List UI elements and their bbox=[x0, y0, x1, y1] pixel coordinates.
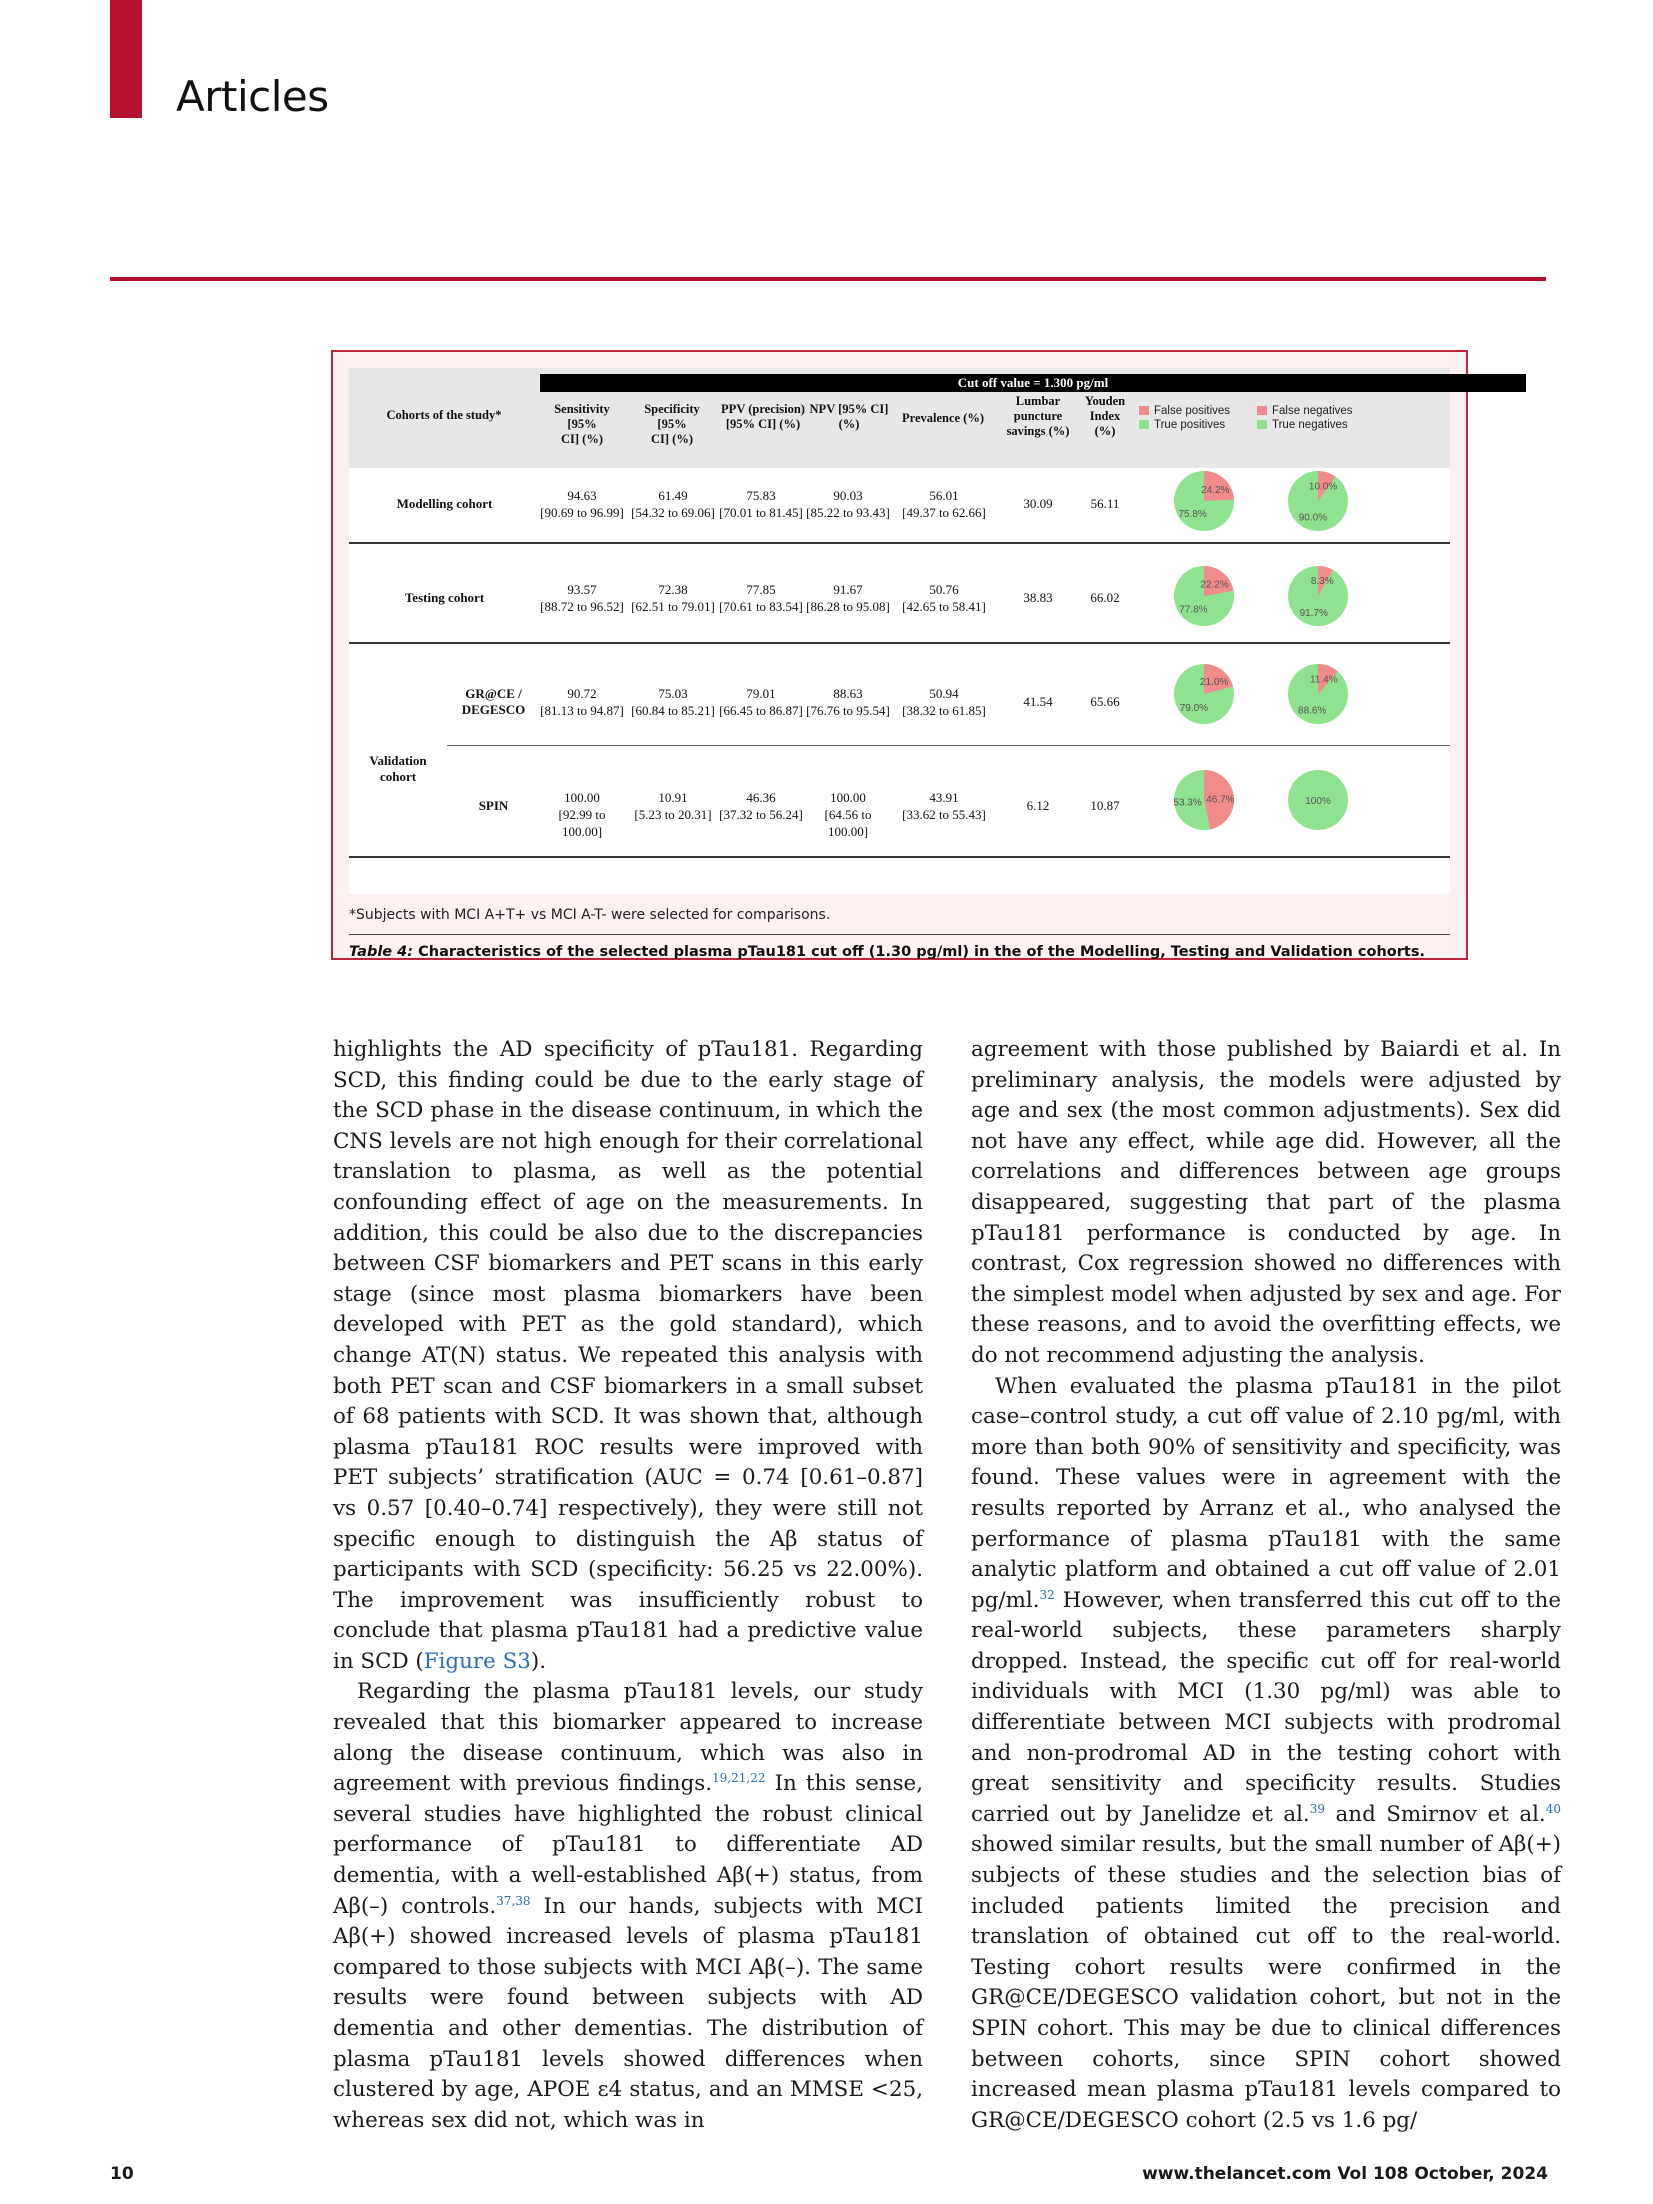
paragraph: highlights the AD specificity of pTau181. Regarding SCD, this finding could be due to the early stage of the SCD phase in the disease continuum, in which the CNS levels are not high enough for their correlational translation to plasma, as well as the potential confounding effect of age on the measurements. In addition, this could be also due to the discrepancies between CSF biomarkers and PET scans in this early stage (since most plasma biomarkers have been developed with PET as the gold standard), which change AT(N) status. We repeated this analysis with both PET scan and CSF biomarkers in a small subset of 68 patients with SCD. It was shown that, although plasma pTau181 ROC results were improved with PET subjects’ stratification (AUC = 0.74 [0.61–0.87] vs 0.57 [0.40–0.74] respectively), they were still not specific enough to distinguish the Aβ status of participants with SCD (specificity: 56.25 vs 22.00%). The improvement was insufficiently robust to conclude that plasma pTau181 had a predictive value in SCD (Figure S3). bbox=[333, 1037, 923, 1674]
legend-swatch-tp bbox=[1139, 420, 1149, 429]
cell-spec: 10.91 [5.23 to 20.31] bbox=[634, 790, 712, 822]
header-ppv: PPV (precision) [95% CI] (%) bbox=[721, 402, 805, 431]
cell-spec: 61.49 [54.32 to 69.06] bbox=[631, 488, 715, 520]
caption-prefix: Table 4: bbox=[349, 944, 414, 960]
cell-prev: 56.01 [49.37 to 62.66] bbox=[902, 488, 986, 520]
legend-swatch-fn bbox=[1257, 406, 1267, 415]
figure-s3-link[interactable]: Figure S3 bbox=[423, 1648, 531, 1674]
pie-label-green: 77.8% bbox=[1179, 604, 1208, 616]
caption-rule bbox=[349, 934, 1450, 935]
table-footnote: *Subjects with MCI A+T+ vs MCI A-T- were selected for comparisons. bbox=[349, 907, 831, 923]
cell-prev: 50.94 [38.32 to 61.85] bbox=[902, 686, 986, 718]
reference-link[interactable]: 40 bbox=[1545, 1801, 1561, 1816]
row-divider bbox=[349, 642, 1450, 644]
cell-npv: 91.67 [86.28 to 95.08] bbox=[806, 582, 890, 614]
cell-sens: 100.00 [92.99 to 100.00] bbox=[558, 790, 606, 839]
cell-ppv: 75.83 [70.01 to 81.45] bbox=[719, 488, 803, 520]
cell-npv: 90.03 [85.22 to 93.43] bbox=[806, 488, 890, 520]
pie-label-green: 90.0% bbox=[1298, 512, 1328, 524]
pie-label-pink: 21.0% bbox=[1199, 676, 1229, 688]
page-number: 10 bbox=[110, 2164, 134, 2184]
cohort-label: SPIN bbox=[478, 798, 509, 813]
header-lumbar: Lumbar puncture savings (%) bbox=[1006, 394, 1070, 438]
row-divider bbox=[349, 542, 1450, 544]
cell-lumbar: 38.83 bbox=[1023, 590, 1053, 605]
header-prevalence: Prevalence (%) bbox=[901, 411, 985, 425]
header-specificity: Specificity [95% CI] (%) bbox=[644, 402, 700, 446]
section-title: Articles bbox=[176, 72, 329, 121]
cell-youden: 56.11 bbox=[1090, 496, 1120, 511]
legend-swatch-fp bbox=[1139, 406, 1149, 415]
cell-lumbar: 30.09 bbox=[1023, 496, 1053, 511]
header-cohorts: Cohorts of the study* bbox=[386, 408, 502, 422]
header-sensitivity: Sensitivity [95% CI] (%) bbox=[554, 402, 610, 446]
cell-youden: 10.87 bbox=[1090, 798, 1120, 813]
cell-npv: 100.00 [64.56 to 100.00] bbox=[824, 790, 872, 839]
header-rule bbox=[110, 277, 1546, 281]
pie-chart-fn-tn bbox=[1286, 662, 1350, 726]
table-figure bbox=[349, 368, 1450, 894]
cohort-label: Testing cohort bbox=[404, 590, 485, 605]
pie-label-green: 88.6% bbox=[1298, 705, 1327, 717]
cell-ppv: 46.36 [37.32 to 56.24] bbox=[719, 790, 803, 822]
row-divider bbox=[349, 856, 1450, 858]
reference-link[interactable]: 39 bbox=[1309, 1801, 1326, 1816]
cohort-label: Modelling cohort bbox=[396, 496, 493, 511]
cell-prev: 43.91 [33.62 to 55.43] bbox=[902, 790, 986, 822]
cell-prev: 50.76 [42.65 to 58.41] bbox=[902, 582, 986, 614]
pie-chart-fn-tn bbox=[1286, 564, 1350, 628]
cell-sens: 90.72 [81.13 to 94.87] bbox=[540, 686, 624, 718]
header-youden: Youden Index (%) bbox=[1084, 394, 1126, 438]
reference-link[interactable]: 32 bbox=[1039, 1587, 1055, 1602]
pie-label-green: 100% bbox=[1305, 796, 1331, 807]
section-color-bar bbox=[110, 0, 142, 118]
journal-footer: www.thelancet.com Vol 108 October, 2024 bbox=[1142, 2164, 1548, 2184]
pie-label-green: 53.3% bbox=[1173, 797, 1202, 809]
pie-label-pink: 8.3% bbox=[1310, 576, 1334, 588]
paragraph: agreement with those published by Baiardi et al. In preliminary analysis, the models were adjusted by age and sex (the most common adjustments). Sex did not have any effect, while age did. However, all the correlations and differences between age groups disappeared, suggesting that part of the plasma pTau181 performance is conducted by age. In contrast, Cox regression showed no differences with the simplest model when adjusted by sex and age. For these reasons, and to avoid the overfitting effects, we do not recommend adjusting the analysis. bbox=[971, 1037, 1561, 1368]
pie-chart-fp-tp bbox=[1172, 662, 1236, 726]
cell-lumbar: 41.54 bbox=[1023, 694, 1053, 709]
cell-sens: 94.63 [90.69 to 96.99] bbox=[540, 488, 624, 520]
table-caption bbox=[349, 944, 1425, 960]
pie-chart-fn-tn bbox=[1286, 768, 1350, 832]
pie-label-pink: 24.2% bbox=[1201, 485, 1230, 497]
pie-label-pink: 11.4% bbox=[1309, 674, 1338, 686]
pie-label-green: 91.7% bbox=[1299, 607, 1328, 619]
reference-link[interactable]: 19,21,22 bbox=[712, 1771, 766, 1786]
pie-chart-fn-tn bbox=[1286, 469, 1350, 533]
cell-spec: 72.38 [62.51 to 79.01] bbox=[631, 582, 715, 614]
header-npv: NPV [95% CI] (%) bbox=[809, 402, 889, 431]
legend-pie2: False negatives True negatives bbox=[1257, 404, 1353, 432]
cell-spec: 75.03 [60.84 to 85.21] bbox=[631, 686, 715, 718]
pie-label-pink: 22.2% bbox=[1200, 579, 1229, 591]
cutoff-banner: Cut off value = 1.300 pg/ml bbox=[540, 374, 1526, 392]
legend-swatch-tn bbox=[1257, 420, 1267, 429]
cell-ppv: 79.01 [66.45 to 86.87] bbox=[719, 686, 803, 718]
cell-youden: 65.66 bbox=[1090, 694, 1120, 709]
pie-label-pink: 46.7% bbox=[1206, 794, 1235, 806]
cohort-label: GR@CE / DEGESCO bbox=[461, 686, 526, 717]
body-column-left bbox=[333, 1035, 923, 2136]
body-column-right bbox=[971, 1035, 1561, 2136]
cell-sens: 93.57 [88.72 to 96.52] bbox=[540, 582, 624, 614]
reference-link[interactable]: 37,38 bbox=[496, 1893, 531, 1908]
cell-ppv: 77.85 [70.61 to 83.54] bbox=[719, 582, 803, 614]
cell-youden: 66.02 bbox=[1090, 590, 1120, 605]
paragraph: Regarding the plasma pTau181 levels, our study revealed that this biomarker appeared to increase along the disease continuum, which was also in agreement with previous findings.$^{19,21,22}$ In this sense, several studies have highlighted the robust clinical performance of pTau181 to differentiate AD dementia, with a well-established Aβ(+) status, from Aβ(–) controls.$^{37,38}$ In our hands, subjects with MCI Aβ(+) showed increased levels of plasma pTau181 compared to those subjects with MCI Aβ(–). The same results were found between subjects with AD dementia and other dementias. The distribution of plasma pTau181 levels showed differences when clustered by age, APOE ε4 status, and an MMSE <25, whereas sex did not, which was in bbox=[333, 1679, 924, 2133]
pie-chart-fp-tp bbox=[1172, 768, 1236, 832]
pie-label-green: 79.0% bbox=[1179, 703, 1209, 715]
paragraph: When evaluated the plasma pTau181 in the pilot case–control study, a cut off value of 2.10 pg/ml, with more than both 90% of sensitivity and specificity, was found. These values were in agreement with the results reported by Arranz et al., who analysed the performance of plasma pTau181 with the same analytic platform and obtained a cut off value of 2.01 pg/ml.$^{32}$ However, when transferred this cut off to the real-world subjects, these parameters sharply dropped. Instead, the specific cut off for real-world individuals with MCI (1.30 pg/ml) was able to differentiate between MCI subjects with prodromal and non-prodromal AD in the testing cohort with great sensitivity and specificity results. Studies carried out by Janelidze et al.$^{39}$ and Smirnov et al.$^{40}$ showed similar results, but the small number of Aβ(+) subjects of these studies and the selection bias of included patients limited the precision and translation of obtained cut off to the real-world. Testing cohort results were confirmed in the GR@CE/DEGESCO validation cohort, but not in the SPIN cohort. This may be due to clinical differences between cohorts, since SPIN cohort showed increased mean plasma pTau181 levels compared to GR@CE/DEGESCO cohort (2.5 vs 1.6 pg/ bbox=[971, 1373, 1561, 2133]
cell-lumbar: 6.12 bbox=[1026, 798, 1050, 813]
legend-pie1: False positives True positives bbox=[1139, 404, 1230, 432]
pie-label-pink: 10.0% bbox=[1308, 481, 1338, 493]
pie-chart-fp-tp bbox=[1172, 564, 1236, 628]
pie-label-green: 75.8% bbox=[1178, 508, 1207, 520]
caption-text: Characteristics of the selected plasma pTau181 cut off (1.30 pg/ml) in the of the Modelling, Testing and Validation cohorts. bbox=[413, 944, 1425, 960]
table-4-panel bbox=[331, 350, 1468, 960]
validation-cohort-label: Validation cohort bbox=[369, 753, 427, 784]
pie-chart-fp-tp bbox=[1172, 469, 1236, 533]
row-divider bbox=[447, 745, 1450, 746]
cell-npv: 88.63 [76.76 to 95.54] bbox=[806, 686, 890, 718]
